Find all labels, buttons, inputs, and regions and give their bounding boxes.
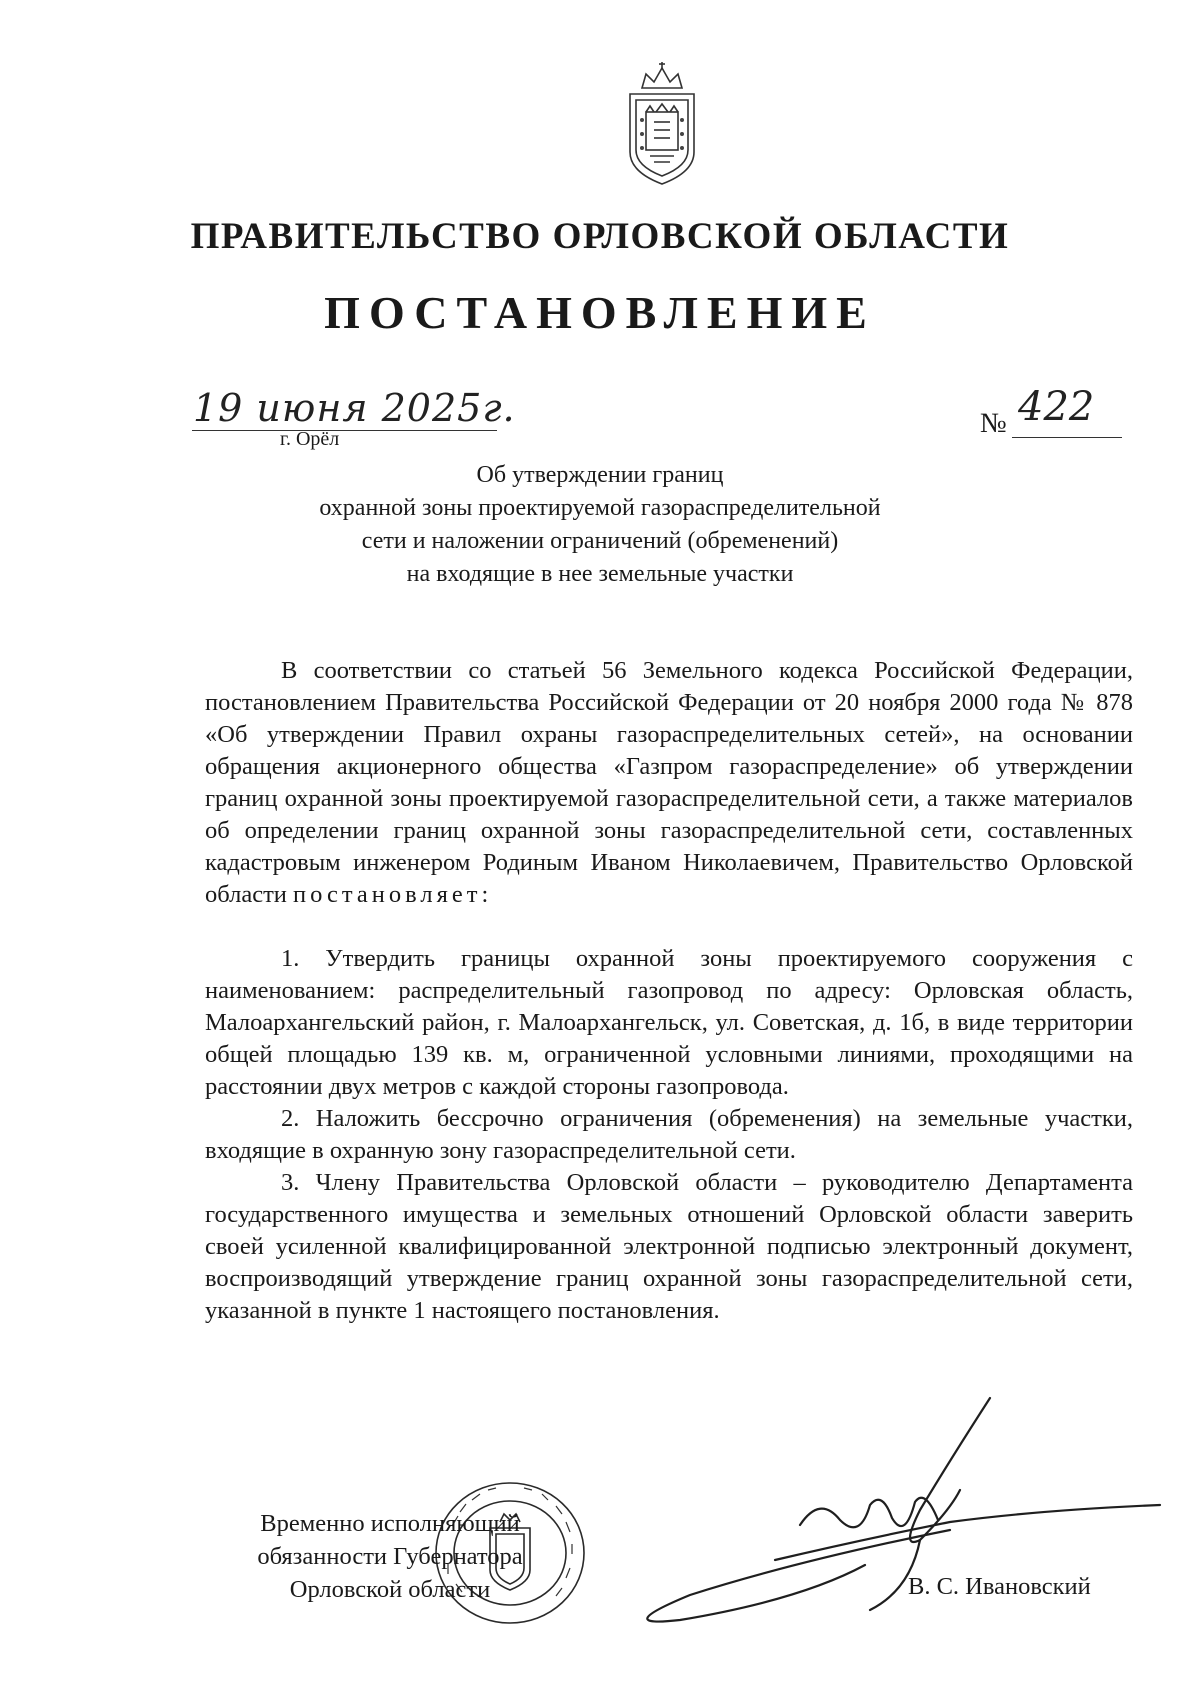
- document-subject: [0, 459, 1200, 591]
- subject-line: на входящие в нее земельные участки: [406, 561, 794, 587]
- number-label: №: [980, 408, 1007, 439]
- position-line: обязанности Губернатора: [257, 1543, 523, 1570]
- handwritten-number: 422: [1018, 384, 1095, 430]
- signatory-position: [200, 1507, 580, 1606]
- preamble-text: В соответствии со статьей 56 Земельного кодекса Российской Федерации, постановлением Правительства Российской Федерации от 20 ноября 2000 года № 878 «Об утверждении Правил охраны газораспределительных сетей», на основании обращения акционерного общества «Газпром газораспределение» об утверждении границ охранной зоны проектируемой газораспределительной сети, а также материалов об определении границ охранной зоны газораспределительной сети, составленных кадастровым инженером Родиным Иваном Николаевичем, Правительство Орловской области: [205, 657, 1133, 908]
- handwritten-signature: [620, 1390, 1180, 1640]
- position-line: Орловской области: [289, 1576, 491, 1603]
- subject-line: охранной зоны проектируемой газораспределительной: [319, 495, 881, 521]
- handwritten-date: 19 июня 2025г.: [193, 386, 516, 430]
- coat-of-arms-emblem: [620, 60, 704, 188]
- document-body: [205, 655, 1133, 1327]
- date-underline: [192, 430, 497, 431]
- resolution-item-3: 3. Члену Правительства Орловской области – руководителю Департамента государственного имущества и земельных отношений Орловской области заверить своей усиленной квалифицированной электронной подписью электронный документ, воспроизводящий утверждение границ охранной зоны газораспределительной сети, указанной в пункте 1 настоящего постановления.: [205, 1169, 1133, 1324]
- position-line: Временно исполняющий: [260, 1510, 520, 1537]
- preamble-verb: постановляет:: [293, 881, 493, 908]
- subject-line: Об утверждении границ: [476, 462, 724, 488]
- document-type-title: ПОСТАНОВЛЕНИЕ: [324, 287, 876, 338]
- signatory-name: В. С. Ивановский: [908, 1573, 1091, 1600]
- number-underline: [1012, 437, 1122, 438]
- resolution-item-1: 1. Утвердить границы охранной зоны проектируемого сооружения с наименованием: распределительный газопровод по адресу: Орловская область, Малоархангельский район, г. Малоархангельск, ул. Советская, д. 1б, в виде территории общей площадью 139 кв. м, ограниченной условными линиями, проходящими на расстоянии двух метров с каждой стороны газопровода.: [205, 945, 1133, 1100]
- organization-title: ПРАВИТЕЛЬСТВО ОРЛОВСКОЙ ОБЛАСТИ: [190, 216, 1010, 257]
- subject-line: сети и наложении ограничений (обременений): [361, 528, 839, 554]
- city-label: г. Орёл: [280, 428, 340, 450]
- preamble-paragraph: [205, 655, 1133, 911]
- resolution-item-2: 2. Наложить бессрочно ограничения (обременения) на земельные участки, входящие в охранную зону газораспределительной сети.: [205, 1105, 1133, 1164]
